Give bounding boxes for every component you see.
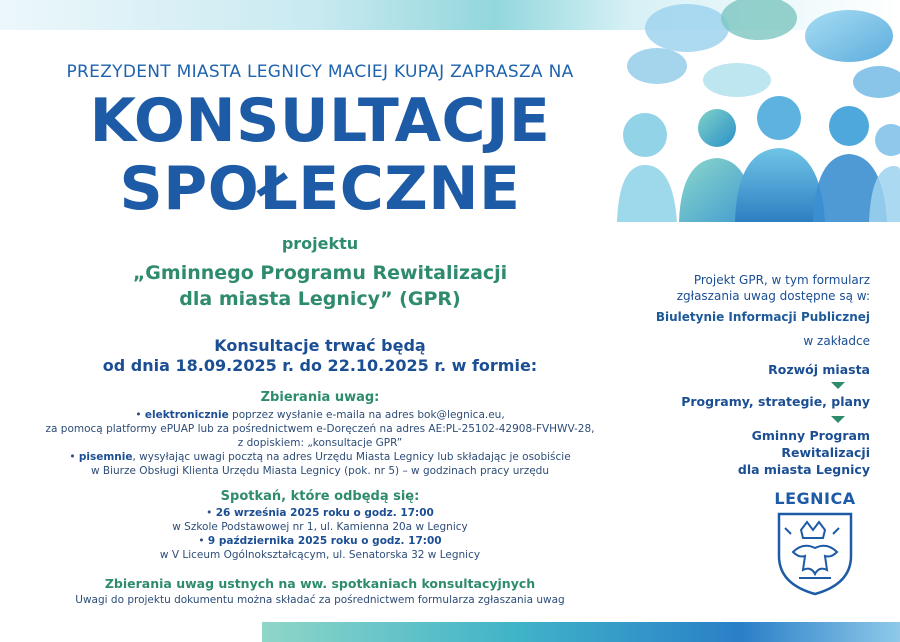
zbierania-item-1-line-3: z dopiskiem: „konsultacje GPR” <box>237 437 403 449</box>
meeting-2-date-text: 9 października 2025 roku o godz. 17:00 <box>207 535 442 547</box>
meeting-2-place: w V Liceum Ogólnokształcącym, ul. Senatorska 32 w Legnicy <box>159 549 481 561</box>
path-step-gpr-line-2: Rewitalizacji <box>781 445 870 460</box>
down-arrow-icon <box>831 416 845 423</box>
project-name <box>30 260 610 312</box>
meeting-1-place: w Szkole Podstawowej nr 1, ul. Kamienna 20a w Legnicy <box>172 521 468 533</box>
bottom-decorative-band <box>262 622 900 642</box>
meeting-2-date: • 9 października 2025 roku o godz. 17:00 <box>198 535 442 547</box>
down-arrow-icon <box>831 382 845 389</box>
sidebar-intro-line-2: zgłaszania uwag dostępne są w: <box>676 289 870 303</box>
path-step-gpr[interactable] <box>630 427 870 478</box>
path-step-rozwoj-miasta[interactable]: Rozwój miasta <box>768 362 870 377</box>
duration-line-1: Konsultacje trwać będą <box>214 336 426 355</box>
path-step-gpr-line-1: Gminny Program <box>751 428 870 443</box>
meeting-1-date-text: 26 września 2025 roku o godz. 17:00 <box>215 507 434 519</box>
ustne-text: Uwagi do projektu dokumentu można składać za pośrednictwem formularza zgłaszania uwag <box>75 594 565 606</box>
project-name-line-1: „Gminnego Programu Rewitalizacji <box>132 262 508 284</box>
project-name-line-2: dla miasta Legnicy” (GPR) <box>179 288 461 310</box>
consultation-duration <box>30 336 610 376</box>
zbierania-item-1-line-2: za pomocą platformy ePUAP lub za pośrednictwem e-Doręczeń na adres AE:PL-25102-42908-FVHWV-28, <box>45 423 595 435</box>
spotkania-heading: Spotkań, które odbędą się: <box>220 489 420 504</box>
ustne-heading: Zbierania uwag ustnych na ww. spotkaniach konsultacyjnych <box>104 576 536 591</box>
people-speech-bubbles-illustration <box>617 0 900 222</box>
meeting-1-date: • 26 września 2025 roku o godz. 17:00 <box>206 507 434 519</box>
path-step-gpr-line-3: dla miasta Legnicy <box>737 462 870 477</box>
sidebar-intro <box>630 272 870 304</box>
zbierania-heading: Zbierania uwag: <box>260 390 380 405</box>
item-2-lead: pisemnie <box>78 451 133 463</box>
invitation-line: PREZYDENT MIASTA LEGNICY MACIEJ KUPAJ ZAPRASZA NA <box>66 62 574 82</box>
zbierania-item-1-line-1: • elektronicznie poprzez wysłanie e-maila na adres bok@legnica.eu, <box>135 409 505 421</box>
spotkania-list <box>30 506 610 562</box>
title-line-1: KONSULTACJE <box>89 86 551 156</box>
zbierania-list <box>30 408 610 478</box>
city-name: LEGNICA <box>774 489 856 508</box>
path-step-programy[interactable]: Programy, strategie, plany <box>681 394 870 409</box>
city-coat-of-arms-icon <box>773 508 857 596</box>
title-line-2: SPOŁECZNE <box>119 154 521 224</box>
zbierania-item-2-line-2: w Biurze Obsługi Klienta Urzędu Miasta Legnicy (pok. nr 5) – w godzinach pracy urzędu <box>90 465 550 477</box>
bip-link[interactable]: Biuletynie Informacji Publicznej <box>655 310 870 324</box>
item-1-lead: elektronicznie <box>144 409 229 421</box>
project-label: projektu <box>281 234 359 253</box>
zbierania-item-2-line-1: • pisemnie, wysyłając uwagi pocztą na adres Urzędu Miasta Legnicy lub składając je osobiście <box>69 451 571 463</box>
item-1-text-1: poprzez wysłanie e-maila na adres bok@legnica.eu, <box>228 409 505 421</box>
duration-line-2: od dnia 18.09.2025 r. do 22.10.2025 r. w formie: <box>102 356 538 375</box>
sidebar-intro-line-1: Projekt GPR, w tym formularz <box>693 273 870 287</box>
tab-label: w zakładce <box>803 334 870 348</box>
item-2-text-1: , wysyłając uwagi pocztą na adres Urzędu Miasta Legnicy lub składając je osobiście <box>132 451 571 463</box>
